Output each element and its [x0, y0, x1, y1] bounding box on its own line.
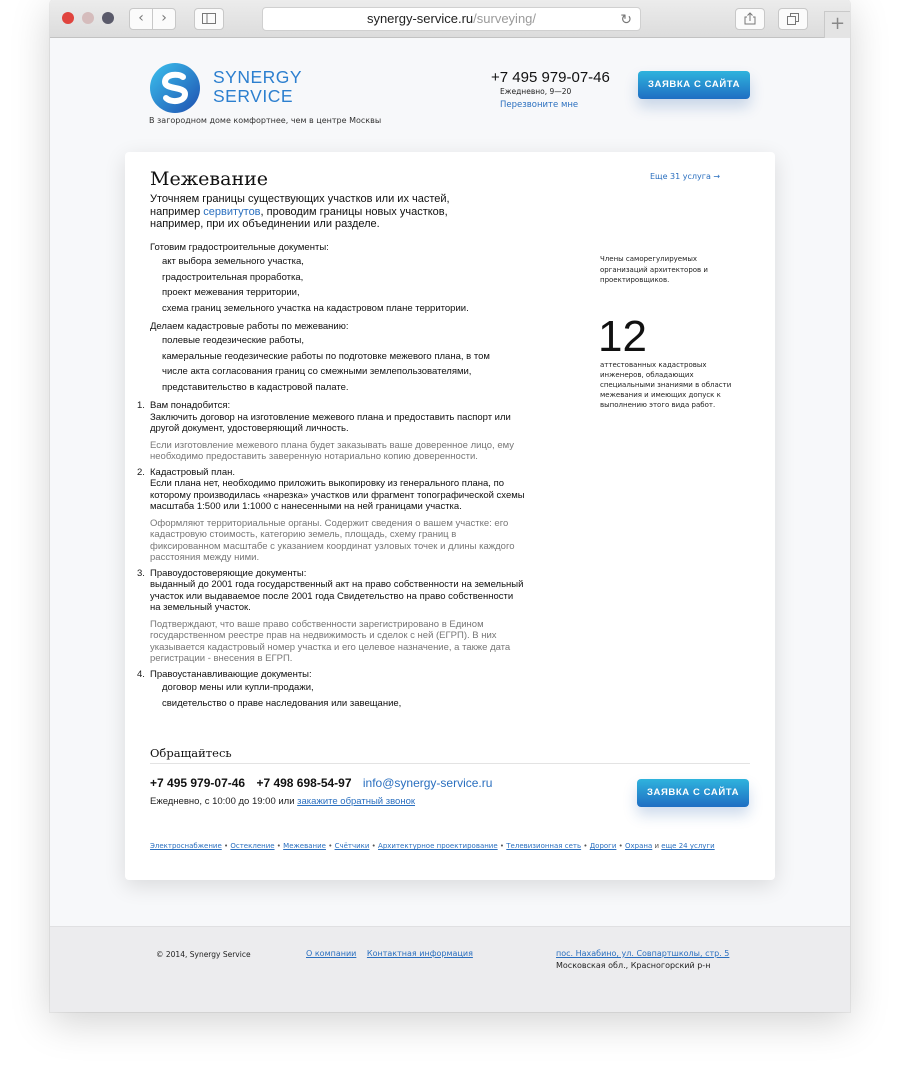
list-item: проект межевания территории,	[162, 287, 300, 298]
reload-icon[interactable]: ↻	[620, 11, 632, 27]
footer-links	[306, 949, 481, 958]
header-request-button[interactable]: ЗАЯВКА С САЙТА	[638, 71, 750, 99]
forward-button[interactable]	[152, 8, 176, 30]
hours-text: Ежедневно, с 10:00 до 19:00 или	[150, 796, 298, 807]
new-tab-button[interactable]	[824, 11, 850, 38]
list-item: схема границ земельного участка на кадастровом плане территории.	[162, 302, 469, 314]
item-note: Если изготовление межевого плана будет заказывать ваше доверенное лицо, ему необходимо предоставить заверенную нотариально копию доверенности.	[150, 439, 515, 462]
divider	[150, 763, 750, 764]
documents-heading: Готовим градостроительные документы:	[150, 242, 329, 253]
url-path: /surveying/	[473, 11, 537, 26]
service-link[interactable]: Архитектурное проектирование	[378, 842, 498, 850]
address-bar[interactable]	[262, 7, 641, 31]
intro-text-part: Уточняем границы существующих участков или их частей, например	[150, 193, 450, 218]
chevron-left-icon: ‹	[138, 10, 144, 26]
item-text: выданный до 2001 года государственный акт на право собственности на земельный участок или выдаваемое после 2001 года Свидетельство на право собственности на земельный участок.	[150, 579, 524, 613]
service-link[interactable]: Счётчики	[334, 842, 370, 850]
list-item: договор мены или купли-продажи,	[162, 682, 314, 693]
item-title: Кадастровый план.	[150, 466, 235, 478]
item-title: Правоудостоверяющие документы:	[150, 567, 307, 579]
header-hours: Ежедневно, 9—20	[500, 87, 572, 96]
members-note: Члены саморегулируемых организаций архитекторов и проектировщиков.	[600, 255, 708, 284]
item-number: 4.	[137, 668, 145, 680]
more-services-footer-link[interactable]: еще 24 услуги	[661, 842, 715, 850]
contact-phones	[150, 776, 500, 790]
contact-info-link[interactable]: Контактная информация	[366, 949, 473, 958]
tagline: В загородном доме комфортнее, чем в центре Москвы	[149, 116, 382, 125]
share-button[interactable]	[735, 8, 765, 30]
item-text: Заключить договор на изготовление межевого плана и предоставить паспорт или другой документ, удостоверяющий личность.	[150, 411, 511, 434]
url-host: synergy-service.ru	[366, 11, 474, 26]
sidebar-icon	[202, 13, 216, 24]
item-title: Правоустанавливающие документы:	[150, 668, 312, 680]
cadastral-heading: Делаем кадастровые работы по межеванию:	[150, 321, 349, 332]
tabs-icon	[787, 13, 799, 25]
documents-block	[150, 241, 520, 316]
engineers-text: аттестованных кадастровых инженеров, обладающих специальными знаниями в области межевания и имеющих допуск к выполнению этого вида работ.	[600, 361, 732, 409]
item-text: Если плана нет, необходимо приложить выкопировку из генерального плана, по которому производилась «нарезка» участков или фрагмент топографической схемы масштаба 1:500 или 1:1000 с нанесенными на ней границами участка.	[150, 478, 525, 512]
item-number: 1.	[137, 400, 145, 411]
brand-line-2: SERVICE	[213, 86, 294, 106]
item-title: Вам понадобится:	[150, 400, 231, 411]
service-link[interactable]: Телевизионная сеть	[506, 842, 582, 850]
servitude-link[interactable]: сервитутов	[203, 205, 261, 218]
requirement-item	[137, 568, 525, 665]
zoom-window-button[interactable]	[102, 12, 114, 24]
intro-text-part: , проводим границы новых участков, например, при их объединении или разделе.	[150, 205, 448, 230]
cadastral-block	[150, 320, 520, 395]
service-link[interactable]: Охрана	[625, 842, 653, 850]
more-services-link[interactable]: Еще 31 услуга →	[650, 172, 721, 181]
list-item: камеральные геодезические работы по подготовке межевого плана, в том	[162, 350, 490, 362]
services-links: Электроснабжение • Остекление • Межевание • Счётчики • Архитектурное проектирование • Телевизионная сеть • Дороги • Охрана и еще 24 услуги	[150, 842, 715, 850]
requirement-item	[137, 400, 525, 463]
brand-line-1: SYNERGY	[213, 67, 303, 87]
item-note: Оформляют территориальные органы. Содержит сведения о вашем участке: его кадастровую стоимость, категорию земель, площадь, схему границ в фиксированном масштабе с указанием координат узловых точек и длины каждого расстояния между ними.	[150, 517, 515, 563]
logo-icon[interactable]	[150, 63, 200, 113]
services-conjunction: и	[652, 842, 662, 850]
service-link[interactable]: Остекление	[230, 842, 275, 850]
contact-hours	[150, 796, 415, 807]
order-callback-link[interactable]: закажите обратный звонок	[297, 796, 416, 807]
plus-icon: +	[829, 13, 846, 34]
minimize-window-button[interactable]	[82, 12, 94, 24]
service-link[interactable]: Электроснабжение	[150, 842, 222, 850]
browser-toolbar	[50, 0, 850, 38]
engineers-count: 12	[598, 312, 647, 361]
tabs-button[interactable]	[778, 8, 808, 30]
list-item: акт выбора земельного участка,	[162, 256, 304, 267]
item-note: Подтверждают, что ваше право собственности зарегистрировано в Едином государственном реестре прав на недвижимость и сделок с ней (ЕГРП). В них указывается кадастровый номер участка и его целевое назначение, а также дата регистрации - внесения в ЕГРП.	[150, 618, 511, 664]
site-footer	[50, 926, 850, 1012]
callback-link[interactable]: Перезвоните мне	[500, 100, 579, 110]
close-window-button[interactable]	[62, 12, 74, 24]
browser-window	[50, 0, 850, 1012]
email-link[interactable]: info@synergy-service.ru	[362, 776, 493, 790]
back-button[interactable]	[129, 8, 153, 30]
list-item: градостроительная проработка,	[162, 271, 304, 283]
address-link[interactable]: пос. Нахабино, ул. Совпартшколы, стр. 5	[556, 949, 730, 958]
contacts-heading: Обращайтесь	[150, 746, 232, 760]
item-number: 3.	[137, 567, 145, 579]
content-card	[125, 152, 775, 880]
chevron-right-icon: ›	[161, 10, 167, 26]
requirement-item	[137, 467, 525, 564]
list-item: полевые геодезические работы,	[162, 335, 305, 346]
contact-phone-1[interactable]: +7 495 979-07-46	[150, 776, 246, 790]
contact-phone-2[interactable]: +7 498 698-54-97	[256, 776, 352, 790]
address-region: Московская обл., Красногорский р-н	[556, 961, 711, 970]
copyright: © 2014, Synergy Service	[156, 950, 251, 959]
contact-request-button[interactable]: ЗАЯВКА С САЙТА	[637, 779, 749, 807]
service-link[interactable]: Межевание	[283, 842, 326, 850]
list-item: свидетельство о праве наследования или завещание,	[162, 697, 402, 709]
requirements-list	[137, 400, 525, 715]
brand-name[interactable]	[213, 68, 302, 106]
requirement-item	[137, 669, 525, 712]
share-icon	[744, 12, 756, 25]
list-item: числе акта согласования границ со смежными землепользователями,	[162, 366, 472, 377]
item-number: 2.	[137, 466, 145, 478]
list-item: представительство в кадастровой палате.	[162, 381, 349, 393]
about-link[interactable]: О компании	[306, 949, 357, 958]
intro-text	[150, 193, 500, 231]
page-title: Межевание	[150, 168, 269, 190]
header-phone[interactable]: +7 495 979-07-46	[491, 69, 610, 86]
service-link[interactable]: Дороги	[589, 842, 617, 850]
sidebar-button[interactable]	[194, 8, 224, 30]
